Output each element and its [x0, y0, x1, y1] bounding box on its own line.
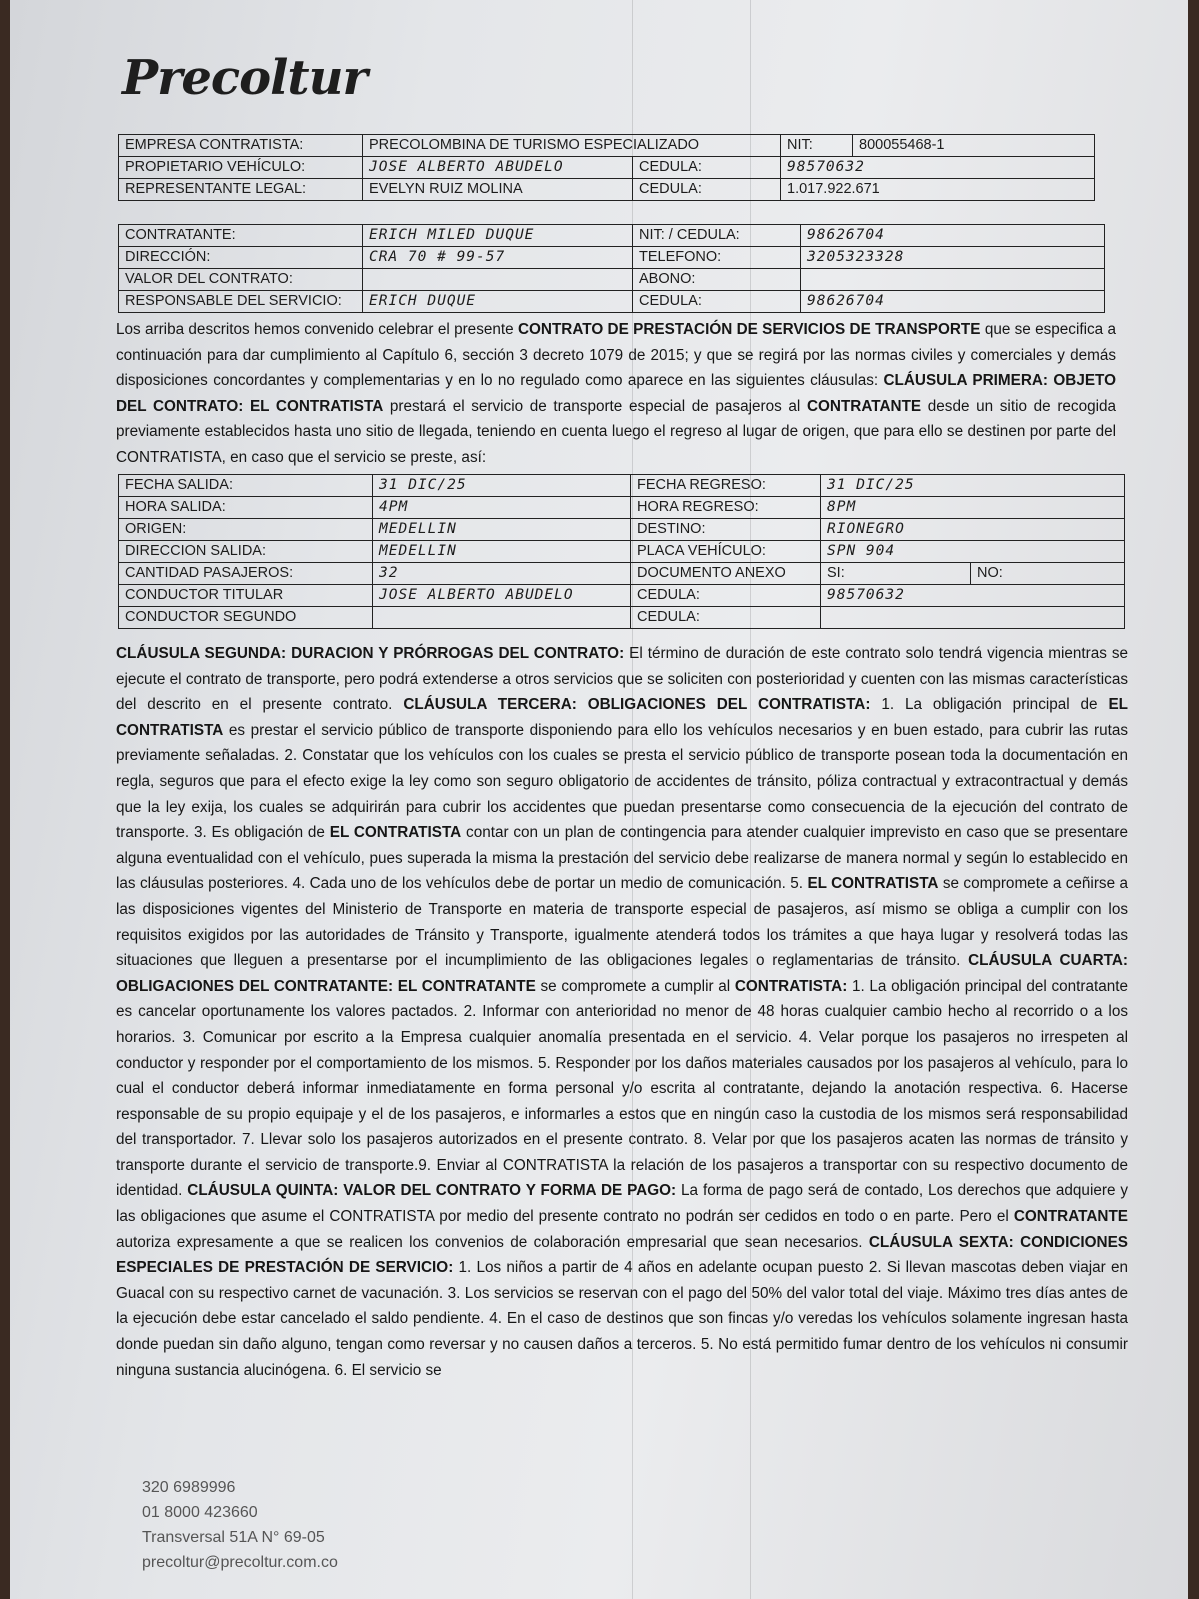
direccion-salida-value: MEDELLIN — [373, 541, 631, 563]
conductor-titular-label: CONDUCTOR TITULAR — [119, 585, 373, 607]
fecha-salida-label: FECHA SALIDA: — [119, 475, 373, 497]
propietario-value: JOSE ALBERTO ABUDELO — [363, 157, 633, 179]
nit-cedula-label: NIT: / CEDULA: — [633, 225, 801, 247]
clauses-paragraph — [116, 641, 1128, 1383]
clause-4-title: CLÁUSULA CUARTA: OBLIGACIONES DEL CONTRATANTE: EL CONTRATANTE — [116, 952, 1128, 995]
clause-3-bold-d: EL CONTRATISTA — [329, 824, 462, 842]
clause-3-bold-f: EL CONTRATISTA — [807, 875, 939, 893]
clause-3-text-e: contar con un plan de contingencia para atender cualquier imprevisto en caso que se presentare alguna eventualidad con el vehículo, pues superada la misma la prestación del servicio debe realizarse de manera normal y según lo establecido en las cláusulas posteriores. 4. Cada uno de los vehículos debe de portar un medio de comunicación. 5. — [116, 824, 1129, 893]
clause-5-text-c: autoriza expresamente a que se realicen los convenios de colaboración empresarial que sean necesarios. — [116, 1233, 863, 1251]
propietario-cedula-value: 98570632 — [781, 157, 1095, 179]
telefono-value: 3205323328 — [801, 247, 1105, 269]
clause-4-text-c: 1. La obligación principal del contratante es cancelar oportunamente los valores pactados. 2. Informar con anterioridad no menor de 48 horas cualquier cambio hecho al recorrido o a los horarios. 3. Comunicar por escrito a la Empresa cualquier anomalía presentada en el servicio. 4. Velar porque los pasajeros no irrespeten al conductor y responder por el comportamiento de los mismos. 5. Responder por los daños materiales causados por los pasajeros al vehículo, para lo cual el conductor deberá informar inmediatamente en forma personal y/o escrita al contratante, dejando la anotación respectiva. 6. Hacerse responsable de su propio equipaje y el de los pasajeros, e informarles a estos que en ningún caso la custodia de los mismos será responsabilidad del transportador. 7. Llevar solo los pasajeros autorizados en el presente contrato. 8. Velar por que los pasajeros acaten las normas de tránsito y transporte durante el servicio de transporte.9. Enviar al CONTRATISTA la relación de los pasajeros a transportar con su respectivo documento de identidad. — [116, 977, 1128, 1200]
fecha-regreso-value: 31 DIC/25 — [821, 475, 1125, 497]
hora-regreso-label: HORA REGRESO: — [631, 497, 821, 519]
propietario-label: PROPIETARIO VEHÍCULO: — [119, 157, 363, 179]
clause-5-text-a: La forma de pago será de contado, Los derechos que adquiere y las obligaciones que asume el CONTRATISTA por medio del presente contrato no podrán ser cedidos en todo o en parte. Pero el — [116, 1182, 1129, 1226]
footer-phone-2: 01 8000 423660 — [142, 1504, 258, 1521]
contract-page — [10, 0, 1188, 1599]
destino-value: RIONEGRO — [821, 519, 1125, 541]
precoltur-logo: Precoltur — [122, 50, 367, 106]
cantidad-value: 32 — [373, 563, 631, 585]
origen-label: ORIGEN: — [119, 519, 373, 541]
conductor-segundo-label: CONDUCTOR SEGUNDO — [119, 607, 373, 629]
valor-value — [363, 269, 633, 291]
hora-salida-label: HORA SALIDA: — [119, 497, 373, 519]
clause-3-text-g: se compromete a ceñirse a las disposiciones vigentes del Ministerio de Transporte en materia de transporte especial de pasajeros, así mismo se obliga a cumplir con los requisitos exigidos por las autoridades de Tránsito y Transporte, igualmente atenderá todos los trámites a que haya lugar y resolverá todas las situaciones que lleguen a presentarse por el incumplimiento de las obligaciones legales o reglamentarias de tránsito. — [116, 875, 1128, 970]
contratante-label: CONTRATANTE: — [119, 225, 363, 247]
fecha-salida-value: 31 DIC/25 — [373, 475, 631, 497]
clause-4-bold-b: CONTRATISTA: — [734, 977, 848, 995]
contratante-table — [118, 224, 1105, 313]
clause-3-bold-b: EL CONTRATISTA — [116, 696, 1129, 739]
conductor-segundo-cedula-label: CEDULA: — [631, 607, 821, 629]
no-label: NO: — [971, 563, 1125, 585]
clause-5-bold-b: CONTRATANTE — [1013, 1208, 1128, 1226]
footer-contact — [142, 1475, 338, 1575]
nit-cedula-value: 98626704 — [801, 225, 1105, 247]
placa-label: PLACA VEHÍCULO: — [631, 541, 821, 563]
abono-value — [801, 269, 1105, 291]
representante-cedula-label: CEDULA: — [633, 179, 781, 201]
representante-label: REPRESENTANTE LEGAL: — [119, 179, 363, 201]
documento-anexo-label: DOCUMENTO ANEXO — [631, 563, 821, 585]
contratista-label: EMPRESA CONTRATISTA: — [119, 135, 363, 157]
contratante-value: ERICH MILED DUQUE — [363, 225, 633, 247]
representante-cedula-value: 1.017.922.671 — [781, 179, 1095, 201]
clause-3-text-a: 1. La obligación principal de — [881, 696, 1098, 714]
telefono-label: TELEFONO: — [633, 247, 801, 269]
contratista-value: PRECOLOMBINA DE TURISMO ESPECIALIZADO — [363, 135, 781, 157]
cantidad-label: CANTIDAD PASAJEROS: — [119, 563, 373, 585]
placa-value: SPN 904 — [821, 541, 1125, 563]
intro-paragraph — [116, 317, 1116, 471]
responsable-cedula-label: CEDULA: — [633, 291, 801, 313]
clause-5-title: CLÁUSULA QUINTA: VALOR DEL CONTRATO Y FORMA DE PAGO: — [187, 1182, 677, 1200]
company-table — [118, 134, 1095, 201]
footer-phone: 320 6989996 — [142, 1479, 236, 1496]
clause-4-text-a: se compromete a cumplir al — [540, 977, 731, 995]
conductor-segundo-cedula-value — [821, 607, 1125, 629]
conductor-titular-value: JOSE ALBERTO ABUDELO — [373, 585, 631, 607]
clause-6-text: 1. Los niños a partir de 4 años en adelante ocupan puesto 2. Si llevan mascotas deben viajar en Guacal con su respectivo carnet de vacunación. 3. Los servicios se reservan con el pago del 50% del valor total del viaje. Máximo tres días antes de la ejecución debe estar cancelado el saldo pendiente. 4. En el caso de destinos que son fincas y/o veredas los vehículos solamente ingresan hasta donde puedan sin daño alguno, tengan como reversar y no causen daños a terceros. 5. No está permitido fumar dentro de los vehículos ni consumir ninguna sustancia alucinógena. 6. El servicio se — [116, 1259, 1129, 1379]
representante-value: EVELYN RUIZ MOLINA — [363, 179, 633, 201]
clause-1-text-a: prestará el servicio de transporte especial de pasajeros al — [389, 397, 801, 415]
direccion-salida-label: DIRECCION SALIDA: — [119, 541, 373, 563]
clause-6-title: CLÁUSULA SEXTA: CONDICIONES ESPECIALES DE PRESTACIÓN DE SERVICIO: — [116, 1233, 1129, 1277]
conductor-titular-cedula-label: CEDULA: — [631, 585, 821, 607]
clause-1-text-c: desde un sitio de recogida previamente establecidos hasta uno sitio de llegada, teniendo en cuenta luego el regreso al lugar de origen, que para ello se destinen por parte del CONTRATISTA, en caso que el servicio se preste, así: — [116, 397, 1116, 466]
responsable-label: RESPONSABLE DEL SERVICIO: — [119, 291, 363, 313]
nit-value: 800055468-1 — [853, 135, 1095, 157]
conductor-segundo-value — [373, 607, 631, 629]
propietario-cedula-label: CEDULA: — [633, 157, 781, 179]
clause-1-title: CLÁUSULA PRIMERA: OBJETO DEL CONTRATO: EL CONTRATISTA — [116, 372, 1116, 415]
hora-regreso-value: 8PM — [821, 497, 1125, 519]
clause-2-title: CLÁUSULA SEGUNDA: DURACION Y PRÓRROGAS DEL CONTRATO: — [116, 645, 625, 662]
responsable-cedula-value: 98626704 — [801, 291, 1105, 313]
clause-2-text: El término de duración de este contrato solo tendrá vigencia mientras se ejecute el contrato de transporte, pero podrá extenderse a otros servicios que se soliciten con posterioridad y cuenten con las mismas características del descrito en el presente contrato. — [116, 645, 1129, 714]
abono-label: ABONO: — [633, 269, 801, 291]
clause-3-text-c: es prestar el servicio público de transporte disponiendo para ello los vehículos necesarios y en buen estado, para cubrir las rutas previamente señaladas. 2. Constatar que los vehículos con los cuales se presta el servicio público de transporte posean toda la documentación en regla, seguros que para el efecto exige la ley como son seguro obligatorio de accidentes de tránsito, póliza contractual y extracontractual y demás que la ley exija, los cuales se adquirirán para cubrir los accidentes que puedan presentarse como consecuencia de la ejecución del contrato de transporte. 3. Es obligación de — [116, 721, 1128, 842]
clause-1-contratante: CONTRATANTE — [806, 397, 922, 415]
responsable-value: ERICH DUQUE — [363, 291, 633, 313]
intro-text-c: que se especifica a continuación para dar cumplimiento al Capítulo 6, sección 3 decreto 1079 de 2015; y que se regirá por las normas civiles y comerciales y demás disposiciones concordantes y complementarias y en lo no regulado como aparece en las siguientes cláusulas: — [116, 321, 1116, 390]
si-label: SI: — [821, 563, 971, 585]
origen-value: MEDELLIN — [373, 519, 631, 541]
destino-label: DESTINO: — [631, 519, 821, 541]
direccion-label: DIRECCIÓN: — [119, 247, 363, 269]
valor-label: VALOR DEL CONTRATO: — [119, 269, 363, 291]
footer-email: precoltur@precoltur.com.co — [142, 1554, 338, 1571]
intro-text-a: Los arriba descritos hemos convenido celebrar el presente — [116, 321, 514, 338]
conductor-titular-cedula-value: 98570632 — [821, 585, 1125, 607]
nit-label: NIT: — [781, 135, 853, 157]
trip-table — [118, 474, 1125, 629]
intro-contract-title: CONTRATO DE PRESTACIÓN DE SERVICIOS DE TRANSPORTE — [517, 321, 981, 338]
hora-salida-value: 4PM — [373, 497, 631, 519]
fecha-regreso-label: FECHA REGRESO: — [631, 475, 821, 497]
footer-address: Transversal 51A N° 69-05 — [142, 1529, 325, 1546]
clause-3-title: CLÁUSULA TERCERA: OBLIGACIONES DEL CONTRATISTA: — [403, 696, 871, 714]
direccion-value: CRA 70 # 99-57 — [363, 247, 633, 269]
